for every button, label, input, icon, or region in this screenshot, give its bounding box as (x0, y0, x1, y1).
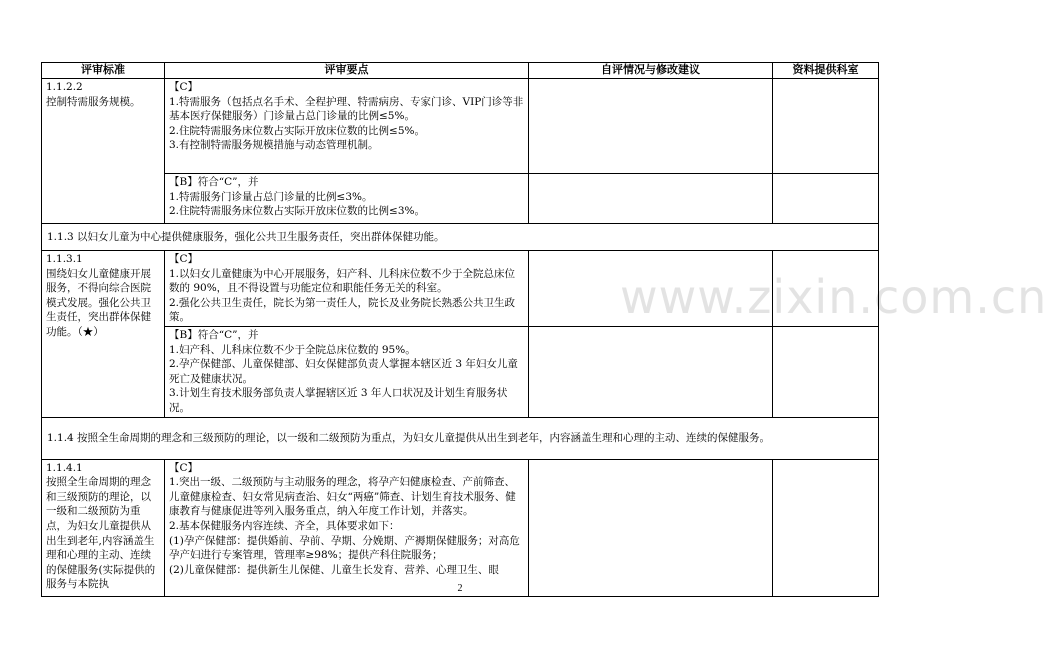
standard-text: 控制特需服务规模。 (46, 95, 141, 108)
evaluation-table (41, 62, 879, 597)
table-row (42, 251, 879, 327)
table-row (42, 459, 879, 596)
c-item: 2.基本保健服务内容连续、齐全，具体要求如下： (169, 519, 400, 532)
b-item: 1.特需服务门诊量占总门诊量的比例≤3%。 (169, 190, 373, 203)
watermark: www.zixin.com.cn (620, 270, 1047, 324)
standard-cell (42, 459, 165, 596)
header-self-evaluation: 自评情况与修改建议 (529, 63, 773, 79)
table-row (42, 174, 879, 224)
standard-id: 1.1.2.2 (46, 81, 83, 93)
c-level-cell (165, 251, 529, 327)
c-level-cell (165, 459, 529, 596)
c-item: 1.特需服务（包括点名手术、全程护理、特需病房、专家门诊、VIP门诊等非基本医疗保健服务）门诊量占总门诊量的比例≤5%。 (169, 95, 524, 123)
c-level-cell (165, 79, 529, 174)
standard-id: 1.1.4.1 (46, 461, 83, 474)
header-key-points: 评审要点 (165, 63, 529, 79)
c-item: 1.以妇女儿童健康为中心开展服务，妇产科、儿科床位数不少于全院总床位数的 90%，且不得设置与功能定位和职能任务无关的科室。 (169, 267, 516, 295)
section-heading-1-1-3: 1.1.3 以妇女儿童为中心提供健康服务，强化公共卫生服务责任，突出群体保健功能。 (42, 224, 879, 251)
b-item: 2.孕产保健部、儿童保健部、妇女保健部负责人掌握本辖区近 3 年妇女儿童死亡及健康状况。 (169, 358, 518, 385)
b-item: 3.计划生育技术服务部负责人掌握辖区近 3 年人口状况及计划生育服务状况。 (169, 387, 508, 414)
c-item: 2.住院特需服务床位数占实际开放床位数的比例≤5%。 (169, 124, 425, 137)
standard-id: 1.1.3.1 (46, 253, 83, 265)
b-tag: 【B】符合“C”，并 (169, 329, 259, 341)
department-cell[interactable] (773, 251, 879, 327)
standard-text: 按照全生命周期的理念和三级预防的理论，以一级和二级预防为重点，为妇女儿童提供从出生到老年,内容涵盖生理和心理的主动、连续的保健服务(实际提供的服务与本院执 (46, 476, 156, 591)
header-row (42, 63, 879, 79)
b-item: 1.妇产科、儿科床位数不少于全院总床位数的 95%。 (169, 343, 416, 356)
standard-cell (42, 251, 165, 418)
department-cell[interactable] (773, 459, 879, 596)
c-item: 1.突出一级、二级预防与主动服务的理念，将孕产妇健康检查、产前筛查、儿童健康检查、妇女常见病查治、妇女“两癌”筛查、计划生育技术服务、健康教育与健康促进等列入服务重点，纳入年度工作计划，并落实。 (169, 476, 516, 518)
self-evaluation-cell[interactable] (529, 327, 773, 418)
c-tag: 【C】 (169, 461, 199, 474)
header-standard: 评审标准 (42, 63, 165, 79)
c-tag: 【C】 (169, 81, 199, 93)
self-evaluation-cell[interactable] (529, 79, 773, 174)
self-evaluation-cell[interactable] (529, 459, 773, 596)
table-row (42, 327, 879, 418)
c-tag: 【C】 (169, 253, 199, 265)
table-row (42, 79, 879, 174)
standard-cell (42, 79, 165, 224)
section-row (42, 417, 879, 459)
department-cell[interactable] (773, 174, 879, 224)
b-level-cell (165, 327, 529, 418)
b-level-cell (165, 174, 529, 224)
self-evaluation-cell[interactable] (529, 251, 773, 327)
section-heading-1-1-4: 1.1.4 按照全生命周期的理念和三级预防的理论，以一级和二级预防为重点，为妇女儿童提供从出生到老年，内容涵盖生理和心理的主动、连续的保健服务。 (42, 417, 879, 459)
page-number: 2 (457, 583, 463, 594)
department-cell[interactable] (773, 327, 879, 418)
c-item: 2.强化公共卫生责任，院长为第一责任人，院长及业务院长熟悉公共卫生政策。 (169, 296, 516, 324)
c-item: 3.有控制特需服务规模措施与动态管理机制。 (169, 139, 379, 152)
header-department: 资料提供科室 (773, 63, 879, 79)
standard-text: 围绕妇女儿童健康开展服务，不得向综合医院模式发展。强化公共卫生责任，突出群体保健功能。（★） (46, 267, 151, 338)
department-cell[interactable] (773, 79, 879, 174)
b-item: 2.住院特需服务床位数占实际开放床位数的比例≤3%。 (169, 205, 425, 218)
c-item: (1)孕产保健部：提供婚前、孕前、孕期、分娩期、产褥期保健服务；对高危孕产妇进行专案管理，管理率≥98%；提供产科住院服务； (169, 534, 520, 562)
section-row (42, 224, 879, 251)
self-evaluation-cell[interactable] (529, 174, 773, 224)
b-tag: 【B】符合“C”，并 (169, 176, 259, 188)
c-item: (2)儿童保健部：提供新生儿保健、儿童生长发育、营养、心理卫生、眼 (169, 563, 499, 576)
